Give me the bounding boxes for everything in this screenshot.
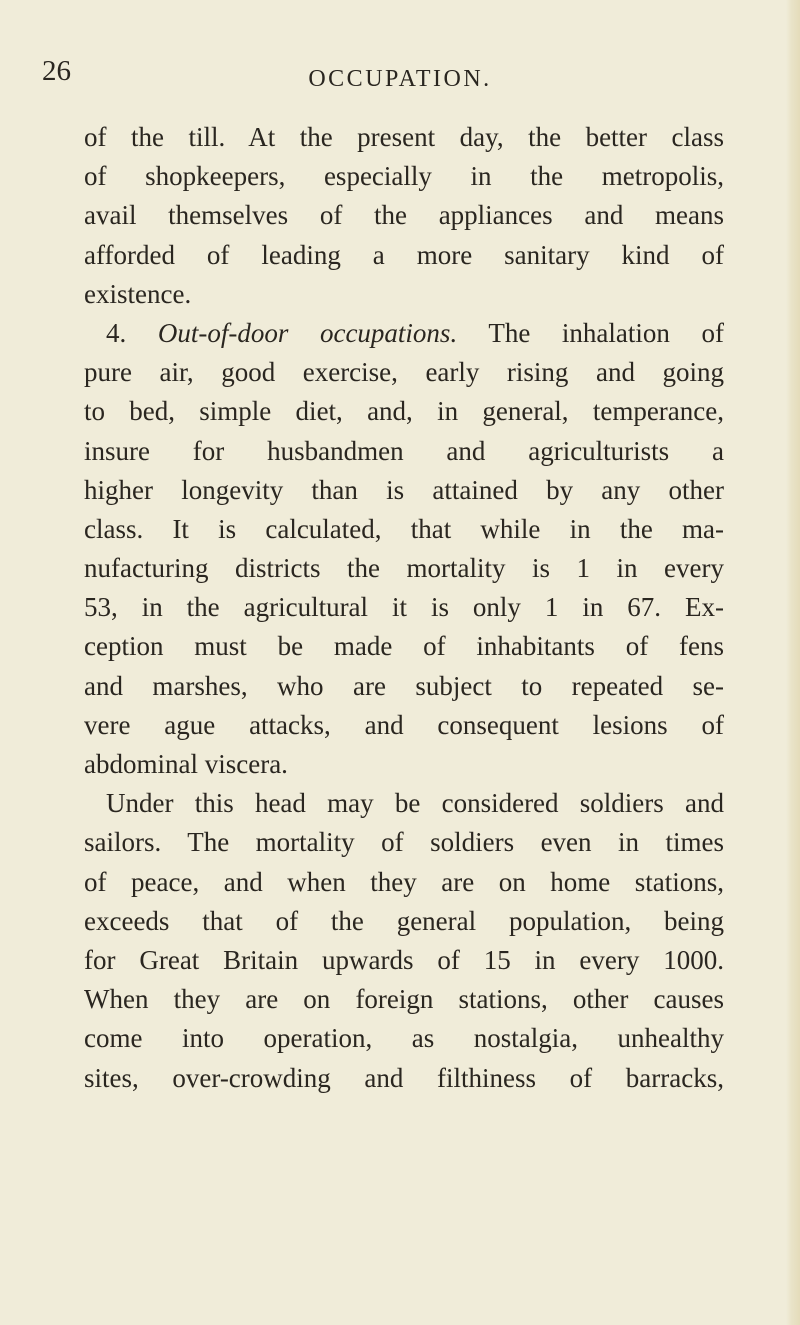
text-line: existence. bbox=[84, 278, 192, 309]
section-title: Out-of-door occupations. bbox=[157, 317, 458, 348]
body-text bbox=[84, 118, 724, 1098]
text-line: afforded of leading a more sanitary kind of bbox=[84, 239, 724, 270]
text-line: and marshes, who are subject to repeated se- bbox=[84, 670, 724, 701]
text-line: Under this head may be considered soldiers and bbox=[106, 788, 724, 819]
text-line: sailors. The mortality of soldiers even in times bbox=[84, 827, 724, 858]
text-line: pure air, good exercise, early rising and going bbox=[84, 357, 724, 388]
page-edge-shadow bbox=[786, 0, 800, 1325]
text-line: ception must be made of inhabitants of fens bbox=[84, 631, 724, 662]
text-line: vere ague attacks, and consequent lesions of bbox=[84, 709, 724, 740]
text-line: abdominal viscera. bbox=[84, 749, 288, 779]
text-line: avail themselves of the appliances and means bbox=[84, 200, 724, 231]
text-line: exceeds that of the general population, being bbox=[84, 905, 724, 936]
text-line: When they are on foreign stations, other causes bbox=[84, 984, 724, 1015]
page-number: 26 bbox=[42, 55, 71, 87]
text-line: of shopkeepers, especially in the metropolis, bbox=[84, 161, 724, 192]
text-line: class. It is calculated, that while in the ma- bbox=[84, 513, 724, 544]
running-head: OCCUPATION. bbox=[308, 66, 492, 92]
text-line: nufacturing districts the mortality is 1 in every bbox=[84, 553, 724, 584]
text-line: higher longevity than is attained by any other bbox=[84, 474, 724, 505]
text-line: of the till. At the present day, the better class bbox=[84, 122, 724, 152]
section-heading-line bbox=[84, 314, 724, 353]
text-line: sites, over-crowding and filthiness of barracks, bbox=[84, 1062, 724, 1093]
text-line: for Great Britain upwards of 15 in every 1000. bbox=[84, 944, 724, 975]
text-line: 53, in the agricultural it is only 1 in 67. Ex- bbox=[84, 592, 724, 623]
text-line: come into operation, as nostalgia, unhealthy bbox=[84, 1023, 724, 1054]
section-number: 4. bbox=[106, 317, 158, 348]
text-line: of peace, and when they are on home stations, bbox=[84, 866, 724, 897]
section-text: The inhalation of bbox=[457, 317, 724, 348]
text-line: insure for husbandmen and agriculturists a bbox=[84, 435, 724, 466]
text-line: to bed, simple diet, and, in general, temperance, bbox=[84, 396, 724, 427]
